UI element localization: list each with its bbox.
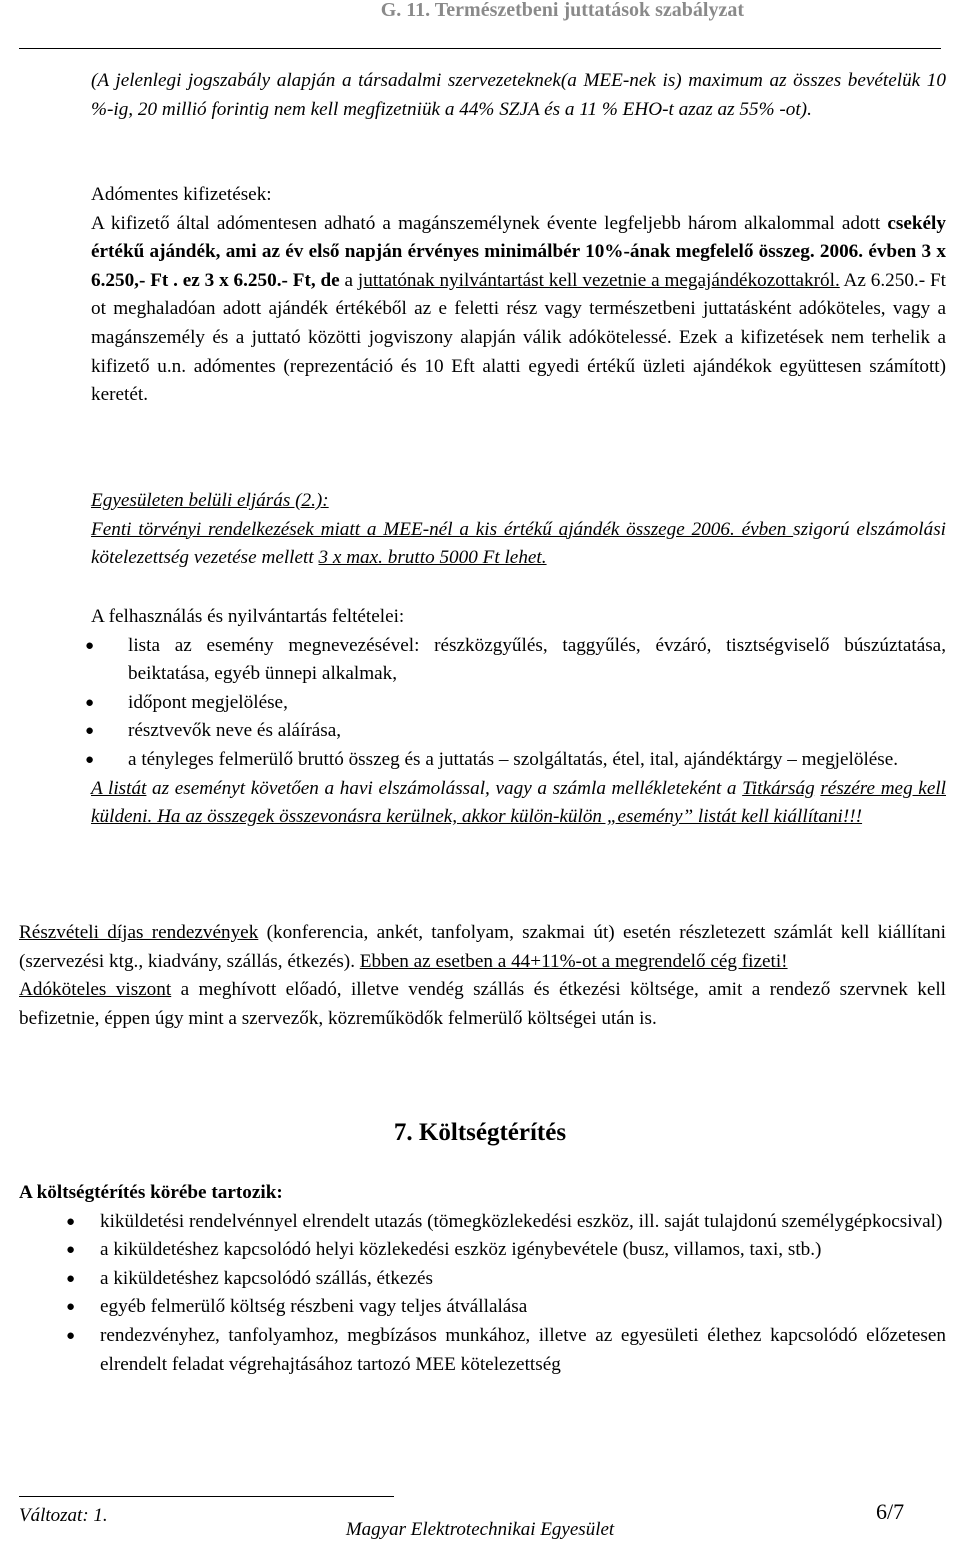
usage-list bbox=[85, 632, 946, 775]
usage-note-u1: A listát bbox=[91, 777, 147, 799]
internal-procedure-text bbox=[91, 516, 946, 573]
footer-rule bbox=[19, 1496, 394, 1497]
list-item bbox=[19, 1265, 946, 1294]
list-item-text: lista az esemény megnevezésével: részközgyűlés, taggyűlés, évzáró, tisztségviselő búszúztatása, beiktatása, egyéb ünnepi alkalmak, bbox=[128, 634, 946, 685]
list-item bbox=[85, 746, 946, 775]
list-item bbox=[19, 1236, 946, 1265]
list-item-text: időpont megjelölése, bbox=[128, 691, 288, 713]
list-item-text: a tényleges felmerülő bruttó összeg és a juttatás – szolgáltatás, étel, ital, ajándéktárgy – megjelölése. bbox=[128, 748, 899, 770]
bullet-icon: ● bbox=[66, 1242, 76, 1259]
list-item bbox=[85, 689, 946, 718]
usage-note bbox=[91, 775, 946, 832]
footer-page-number: 6/7 bbox=[876, 1499, 905, 1524]
bullet-icon: ● bbox=[85, 751, 95, 768]
internal-text-a: Fenti törvényi rendelkezések miatt a MEE-nél a kis értékű ajándék összege 2006. évben bbox=[91, 518, 794, 540]
tax-free-underlined-text: juttatónak nyilvántartást kell vezetnie a megajándékozottakról. bbox=[357, 269, 840, 291]
list-item bbox=[85, 632, 946, 689]
page-header bbox=[0, 0, 960, 26]
bullet-icon: ● bbox=[85, 723, 95, 740]
usage-section bbox=[85, 603, 946, 832]
bullet-icon: ● bbox=[66, 1299, 76, 1316]
tax-free-text-1: A kifizető által adómentesen adható a magánszemélynek évente legfeljebb három alkalommal adott bbox=[91, 212, 888, 234]
fee-events-u1: Részvételi díjas rendezvények bbox=[19, 922, 259, 943]
list-item bbox=[85, 717, 946, 746]
list-item-text: résztvevők neve és aláírása, bbox=[128, 720, 342, 742]
usage-heading: A felhasználás és nyilvántartás feltételei: bbox=[91, 606, 405, 627]
internal-procedure-heading: Egyesületen belüli eljárás (2.): bbox=[91, 490, 329, 511]
list-item-text: rendezvényhez, tanfolyamhoz, megbízásos munkához, illetve az egyesületi élethez kapcsolódó előzetesen elrendelt feladat végrehajtásához tartozó MEE kötelezettség bbox=[100, 1324, 946, 1375]
fee-events-section bbox=[19, 919, 946, 1033]
list-item-text: egyéb felmerülő költség részbeni vagy teljes átvállalása bbox=[100, 1296, 528, 1318]
internal-text-c: 3 x max. brutto 5000 Ft lehet. bbox=[318, 547, 547, 569]
section-title: 7. Költségtérítés bbox=[393, 1119, 567, 1146]
usage-note-1: az eseményt követően a havi elszámolással, vagy a számla mellékleteként a bbox=[146, 777, 743, 799]
bullet-icon: ● bbox=[66, 1213, 76, 1230]
fee-events-t1: (konferencia, ankét, tanfolyam, szakmai út) esetén részletezett számlát kell kiállítani (szervezési ktg., kiadvány, szállás, étkezés). bbox=[19, 922, 946, 972]
fee-events-paragraph-2 bbox=[19, 976, 946, 1033]
tax-free-bold-text: csekély értékű ajándék, ami az év első napján érvényes minimálbér 10%-ának megfelelő összeg. 2006. évben 3 x 6.250,- Ft . ez 3 x 6.250.- Ft, de bbox=[91, 212, 946, 291]
bullet-icon: ● bbox=[66, 1327, 76, 1344]
tax-free-section bbox=[91, 181, 946, 410]
list-item bbox=[19, 1322, 946, 1379]
footer-organization: Magyar Elektrotechnikai Egyesület bbox=[345, 1519, 615, 1540]
fee-events-paragraph-1 bbox=[19, 919, 946, 976]
footer-version: Változat: 1. bbox=[19, 1505, 108, 1526]
document-title: G. 11. Természetbeni juttatások szabályzat bbox=[380, 0, 744, 21]
internal-text-b: szigorú elszámolási kötelezettség vezetése mellett bbox=[91, 518, 946, 569]
bullet-icon: ● bbox=[85, 694, 95, 711]
internal-procedure-section bbox=[91, 487, 946, 573]
bullet-icon: ● bbox=[85, 637, 95, 654]
fee-events-u3: Adóköteles viszont bbox=[19, 979, 172, 1001]
list-item-text: a kiküldetéshez kapcsolódó szállás, étkezés bbox=[100, 1267, 433, 1289]
bullet-icon: ● bbox=[66, 1270, 76, 1287]
tax-free-text-3: Az 6.250.- Ft ot meghaladóan adott ajándék értékéből az e feletti rész vagy természetbeni juttatásként adóköteles, vagy a magánszemély és a juttató közötti jogviszony alapján válik adókötelessé. Ezek a kifizetések nem terhelik a kifizető u.n. adómentes (reprezentáció és 10 Eft alatti egyedi értékű üzleti ajándékok együttesen számított) keretét. bbox=[91, 269, 946, 406]
usage-note-u3: részére meg kell küldeni. Ha az összegek összevonásra kerülnek, akkor külön-külön „esemény” listát kell kiállítani!!! bbox=[91, 777, 946, 828]
usage-note-u2: Titkárság bbox=[742, 777, 815, 799]
fee-events-u2: Ebben az esetben a 44+11%-ot a megrendelő cég fizeti! bbox=[359, 950, 788, 972]
tax-free-paragraph bbox=[91, 210, 946, 410]
intro-note bbox=[91, 67, 946, 124]
list-item-text: a kiküldetéshez kapcsolódó helyi közlekedési eszköz igénybevétele (busz, villamos, taxi, stb.) bbox=[100, 1239, 822, 1261]
list-item bbox=[19, 1208, 946, 1237]
header-rule bbox=[19, 48, 941, 49]
cost-section bbox=[19, 1179, 946, 1379]
tax-free-heading: Adómentes kifizetések: bbox=[91, 184, 272, 205]
list-item bbox=[19, 1293, 946, 1322]
list-item-text: kiküldetési rendelvénnyel elrendelt utazás (tömegközlekedési eszköz, ill. saját tulajdonú személygépkocsival) bbox=[100, 1210, 943, 1232]
fee-events-t2: a meghívott előadó, illetve vendég szállás és étkezési költsége, amit a rendező szervnek kell befizetnie, éppen úgy mint a szervezők, közreműködők felmerülő költségei után is. bbox=[19, 979, 947, 1029]
tax-free-text-2: a bbox=[339, 269, 358, 291]
cost-list bbox=[19, 1208, 946, 1380]
cost-heading: A költségtérítés körébe tartozik: bbox=[19, 1182, 283, 1203]
intro-note-text: (A jelenlegi jogszabály alapján a társadalmi szervezeteknek(a MEE-nek is) maximum az összes bevételük 10 %-ig, 20 millió forintig nem kell megfizetniük a 44% SZJA és a 11 % EHO-t azaz az 55% -ot). bbox=[91, 70, 946, 120]
